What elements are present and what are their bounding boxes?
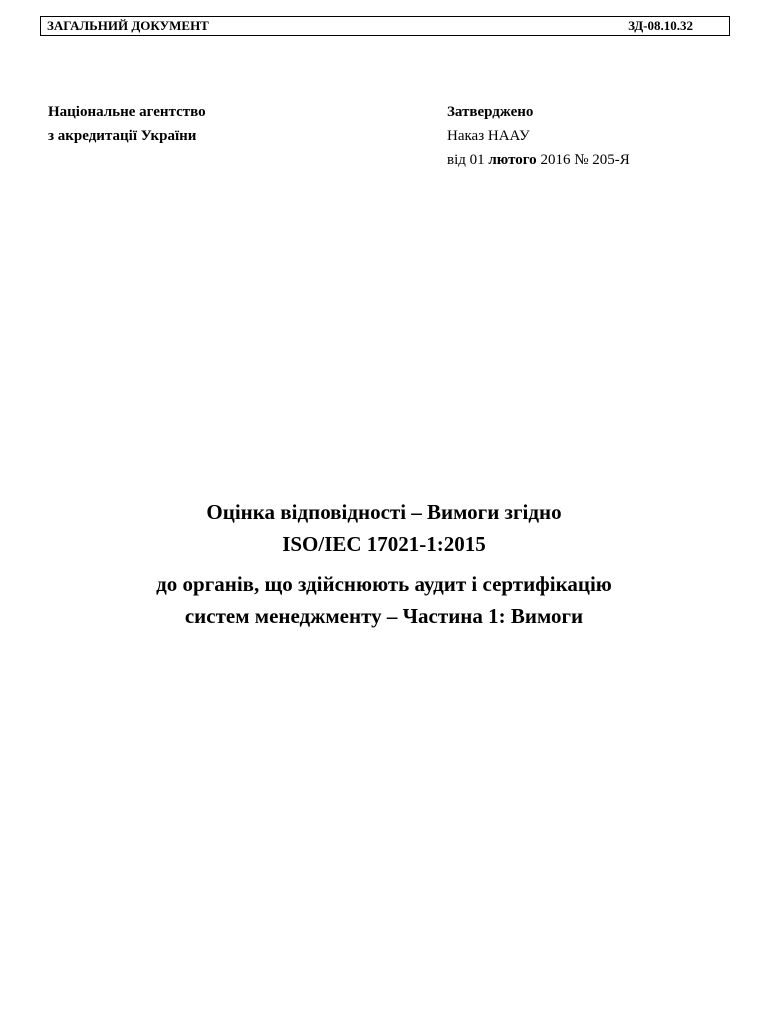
- document-type-label: ЗАГАЛЬНИЙ ДОКУМЕНТ: [47, 18, 209, 33]
- document-header-box: [40, 16, 730, 36]
- issuer-name-line2: з акредитації України: [48, 128, 197, 144]
- title-line4: систем менеджменту – Частина 1: Вимоги: [184, 604, 584, 628]
- title-line3: до органів, що здійснюють аудит і сертифікацію: [156, 572, 612, 596]
- approval-label: Затверджено: [447, 104, 534, 120]
- approval-date: [447, 148, 630, 172]
- approval-date-month: лютого: [488, 152, 537, 168]
- issuer-block: [48, 100, 206, 148]
- title-line1: Оцінка відповідності – Вимоги згідно: [206, 500, 562, 524]
- approval-block: [447, 100, 630, 172]
- title-line2: ISO/IEC 17021-1:2015: [282, 532, 486, 556]
- approval-date-rest: 2016 № 205-Я: [536, 152, 630, 168]
- approval-order: Наказ НААУ: [447, 128, 530, 144]
- document-code: ЗД-08.10.32: [628, 18, 693, 33]
- approval-date-prefix: від 01: [447, 152, 489, 168]
- document-title: [0, 496, 768, 632]
- issuer-name-line1: Національне агентство: [48, 104, 206, 120]
